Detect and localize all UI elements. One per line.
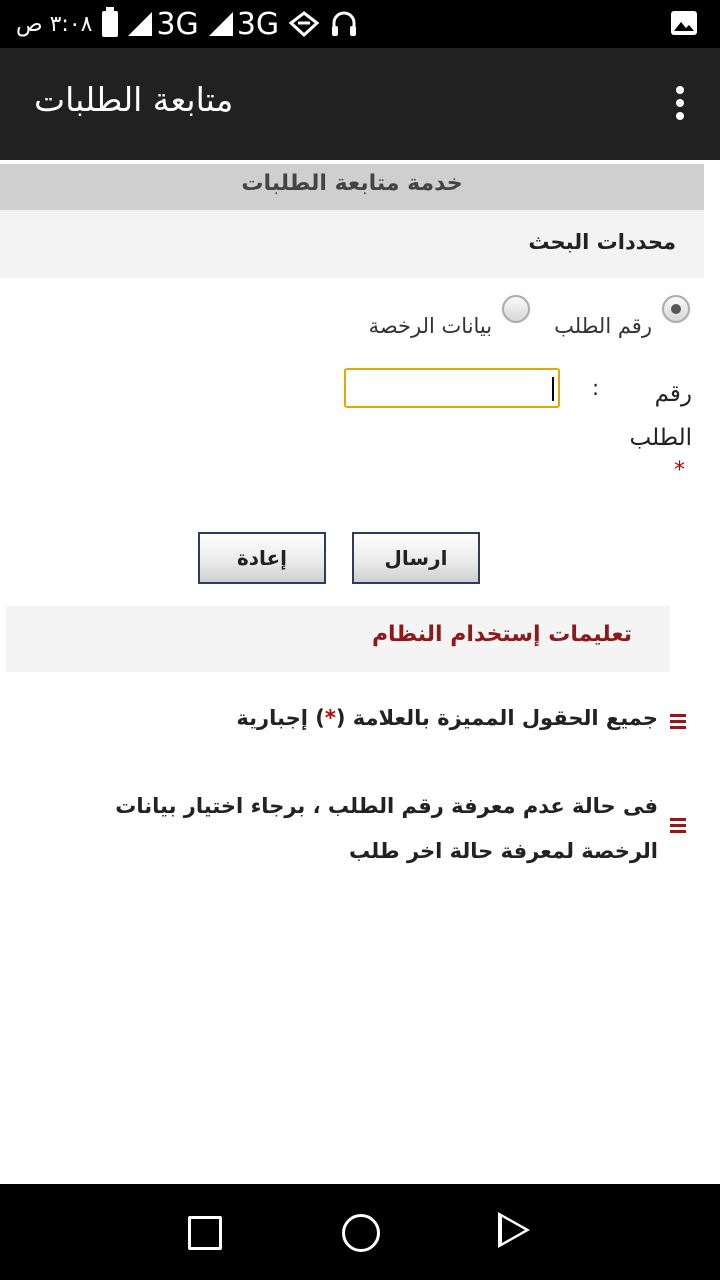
battery-icon	[102, 11, 118, 37]
radio-option-request-number[interactable]	[554, 296, 690, 338]
instructions-title: تعليمات إستخدام النظام	[371, 622, 632, 647]
note1-text-start: جميع الحقول المميزة بالعلامة (	[335, 706, 658, 730]
search-criteria-bar	[0, 210, 704, 278]
signal-icon	[128, 12, 152, 36]
search-criteria-label: محددات البحث	[528, 230, 676, 254]
radio-license-data-label[interactable]: بيانات الرخصة	[368, 314, 493, 338]
list-bullet-icon	[670, 714, 686, 730]
network-type-1: 3G	[156, 6, 199, 42]
list-bullet-icon	[670, 818, 686, 834]
status-time: ٣:٠٨ ص	[16, 11, 93, 37]
image-notification-icon	[670, 10, 698, 36]
signal-group-2	[209, 7, 279, 42]
data-transfer-icon	[289, 11, 319, 37]
headset-icon	[329, 9, 359, 39]
status-bar	[0, 0, 720, 48]
overflow-menu-icon[interactable]	[676, 86, 684, 125]
send-button[interactable]: ارسال	[352, 532, 480, 584]
note1-star: *	[324, 706, 336, 730]
radio-license-data[interactable]	[502, 295, 530, 323]
home-icon[interactable]	[342, 1214, 380, 1252]
service-header: خدمة متابعة الطلبات	[0, 164, 704, 210]
radio-request-number-label[interactable]: رقم الطلب	[554, 314, 652, 338]
signal-icon	[209, 12, 233, 36]
request-number-colon: :	[592, 376, 600, 400]
network-type-2: 3G	[236, 6, 280, 42]
app-bar	[0, 48, 720, 160]
reset-button[interactable]: إعادة	[198, 532, 326, 584]
request-number-label: رقم الطلب	[629, 381, 692, 451]
note1-text-end: ) إجبارية	[236, 706, 325, 730]
required-mark: *	[674, 458, 685, 483]
instruction-note-license: فى حالة عدم معرفة رقم الطلب ، برجاء اختيار بيانات الرخصة لمعرفة حالة اخر طلب	[115, 794, 658, 863]
signal-group-1	[128, 7, 198, 42]
app-title: متابعة الطلبات	[34, 80, 234, 119]
recent-apps-icon[interactable]	[188, 1216, 222, 1250]
instructions-header	[6, 606, 670, 672]
status-left	[16, 0, 359, 48]
status-right	[670, 10, 698, 40]
search-type-radio-group	[345, 296, 690, 338]
radio-request-number[interactable]	[662, 295, 690, 323]
radio-option-license-data[interactable]	[369, 296, 531, 338]
navigation-bar	[0, 1184, 720, 1280]
request-number-input[interactable]	[344, 368, 560, 408]
instruction-note-required	[236, 706, 658, 730]
back-icon[interactable]	[498, 1212, 530, 1248]
